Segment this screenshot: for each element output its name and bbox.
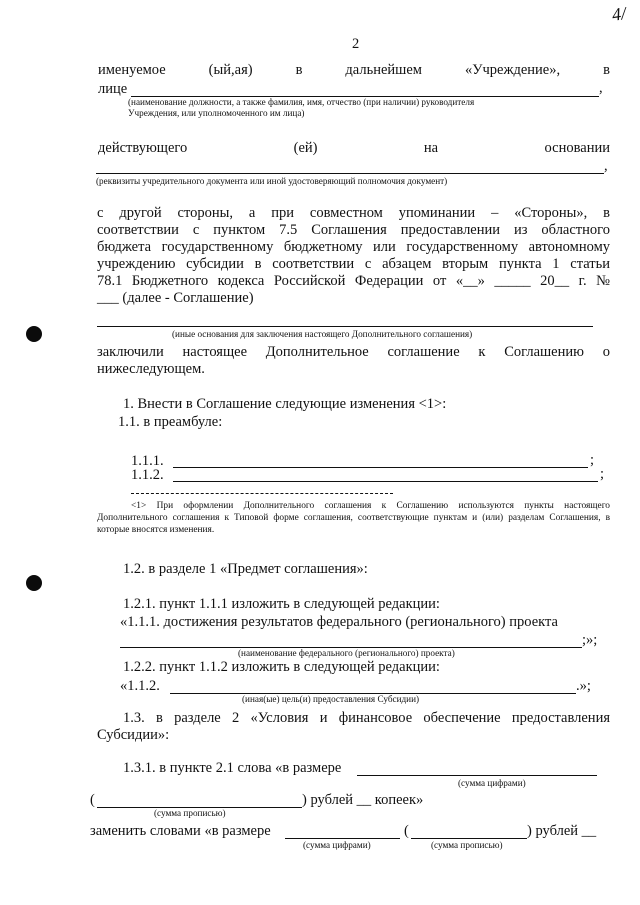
word: (ый,ая) [208, 62, 253, 78]
paragraph-line: с другой стороны, а при совместном упоминании – «Стороны», в [97, 205, 610, 221]
word: именуемое [98, 62, 166, 78]
word: «Учреждение», [464, 62, 561, 78]
hole-punch-mark [26, 326, 42, 342]
basis-blank [96, 173, 604, 174]
caption-other-grounds: (иные основания для заключения настоящего Дополнительного соглашения) [172, 329, 473, 339]
paragraph-line: учреждению субсидии в соответствии с абзацем вторым пункта 1 статьи [97, 256, 610, 272]
item-1-2-2: 1.2.2. пункт 1.1.2 изложить в следующей редакции: [123, 659, 440, 675]
caption-project-name: (наименование федерального (регионального) проекта) [238, 648, 455, 658]
item-1-1-2-blank [173, 481, 598, 482]
corner-handwritten-mark: 4/ [610, 3, 628, 25]
paragraph-line: 78.1 Бюджетного кодекса Российской Федерации от «__» _____ 20__ г. № [97, 273, 610, 289]
caption-sum-digits: (сумма цифрами) [458, 778, 526, 788]
quote-end: ;»; [582, 632, 598, 648]
item-1-3 [97, 710, 610, 744]
acting-basis-line [98, 140, 610, 157]
parties-paragraph [97, 205, 610, 307]
rubles-label: ) рублей __ [527, 823, 597, 839]
word: дальнейшем [345, 62, 422, 78]
paren-open: ( [90, 792, 95, 808]
caption-basis-document: (реквизиты учредительного документа или иной удостоверяющий полномочия документ) [96, 176, 448, 186]
word: (ей) [293, 140, 318, 156]
footnote-text: <1> При оформлении Дополнительного соглашения к Соглашению используются пункты настоящего Дополнительного соглашения к Типовой форме соглашения, соответствующие пунктам и (или) разделам Соглашения, в которые вносятся изменения. [97, 501, 610, 535]
item-1: 1. Внести в Соглашение следующие изменения <1>: [123, 396, 447, 412]
quote-1-1-1: «1.1.1. достижения результатов федерального (регионального) проекта [120, 614, 558, 630]
caption-sum-digits-2: (сумма цифрами) [303, 840, 371, 850]
other-grounds-blank [97, 326, 593, 327]
footnote-separator [131, 493, 393, 494]
replace-sum-digits-blank [285, 838, 400, 839]
word: в [603, 62, 610, 78]
hole-punch-mark [26, 575, 42, 591]
paragraph-line: бюджета государственному бюджетному или государственному автономному [97, 239, 610, 255]
item-1-1-1-blank [173, 467, 588, 468]
item-1-1-1: 1.1.1. [131, 453, 164, 469]
rubles-kopecks: ) рублей __ копеек» [302, 792, 424, 808]
paragraph-line: 1.3. в разделе 2 «Условия и финансовое обеспечение предоставления [123, 710, 610, 726]
paragraph-line: ___ (далее - Соглашение) [97, 290, 254, 306]
word: действующего [98, 140, 188, 156]
word: в [295, 62, 303, 78]
replace-sum-words-blank [411, 838, 527, 839]
word: основании [544, 140, 610, 156]
item-1-1: 1.1. в преамбуле: [118, 414, 223, 430]
item-1-2: 1.2. в разделе 1 «Предмет соглашения»: [123, 561, 368, 577]
caption-head-official: (наименование должности, а также фамилия, имя, отчество (при наличии) руководителя [128, 97, 475, 107]
paragraph-line: заключили настоящее Дополнительное соглашение к Соглашению о [97, 344, 610, 360]
paragraph-line: Субсидии»: [97, 727, 170, 743]
quote-end: .»; [576, 678, 591, 694]
comma: , [599, 80, 603, 96]
replace-with-label: заменить словами «в размере [90, 823, 271, 839]
paren-open: ( [404, 823, 409, 839]
word: на [423, 140, 439, 156]
caption-sum-words: (сумма прописью) [154, 808, 226, 818]
paragraph-line: соответствии с пунктом 7.5 Соглашения предоставлении из областного [97, 222, 610, 238]
caption-head-official-2: Учреждения, или уполномоченного им лица) [128, 108, 305, 118]
paragraph-line: нижеследующем. [97, 361, 205, 377]
semicolon: ; [590, 452, 595, 468]
sum-digits-blank [357, 775, 597, 776]
named-as-line [98, 62, 610, 79]
caption-sum-words-2: (сумма прописью) [431, 840, 503, 850]
comma: , [604, 158, 608, 174]
concluded-paragraph [97, 344, 610, 378]
quote-1-1-2: «1.1.2. [120, 678, 160, 694]
page-number: 2 [352, 36, 360, 52]
item-1-1-2: 1.1.2. [131, 467, 164, 483]
semicolon: ; [600, 466, 605, 482]
caption-goal: (иная(ые) цель(и) предоставления Субсидии) [242, 694, 420, 704]
item-1-2-1: 1.2.1. пункт 1.1.1 изложить в следующей редакции: [123, 596, 440, 612]
item-1-3-1: 1.3.1. в пункте 2.1 слова «в размере [123, 760, 342, 776]
represented-by-label: лице [98, 81, 128, 97]
